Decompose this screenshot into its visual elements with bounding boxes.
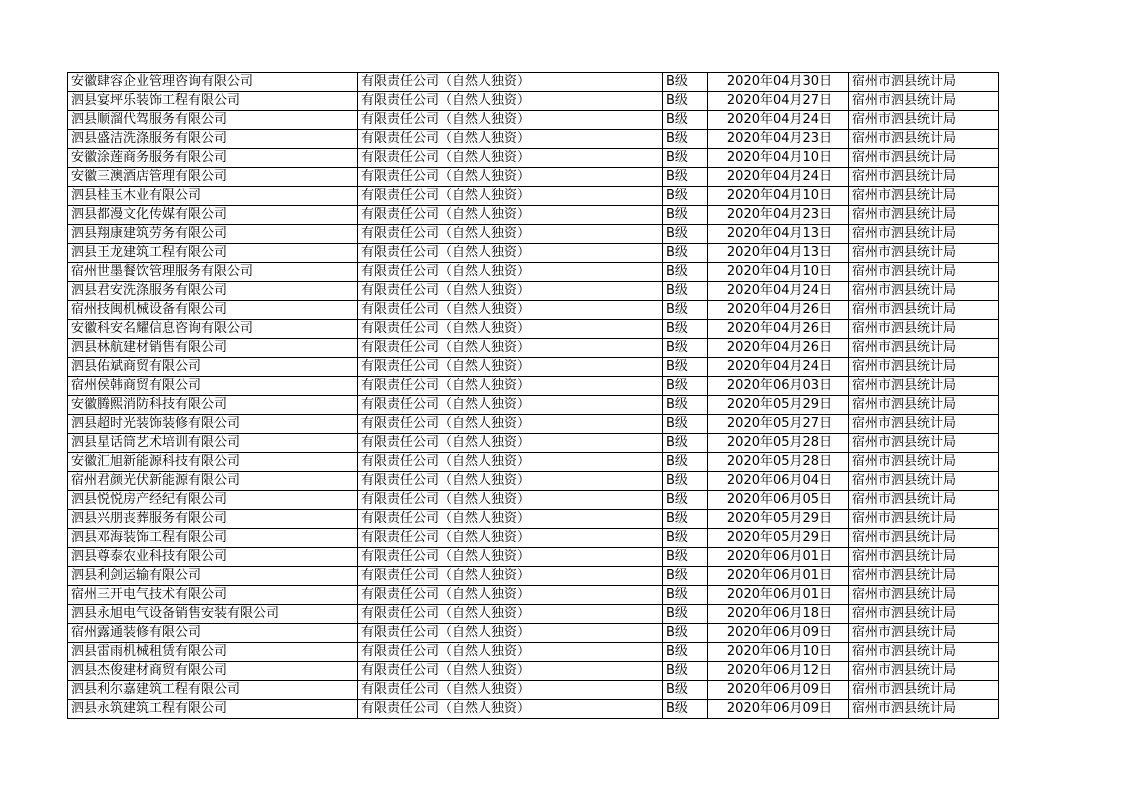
company-name-cell: 泗县都漫文化传媒有限公司 bbox=[68, 206, 358, 225]
company-name-cell: 宿州技闽机械设备有限公司 bbox=[68, 301, 358, 320]
company-name-cell: 泗县尊泰农业科技有限公司 bbox=[68, 548, 358, 567]
company-type-cell: 有限责任公司（自然人独资） bbox=[358, 510, 663, 529]
company-name-cell: 泗县王龙建筑工程有限公司 bbox=[68, 244, 358, 263]
rating-date-cell: 2020年06月12日 bbox=[708, 662, 849, 681]
credit-grade-cell: B级 bbox=[663, 339, 708, 358]
rating-date-cell: 2020年06月04日 bbox=[708, 472, 849, 491]
table-row bbox=[68, 301, 999, 320]
company-name-cell: 泗县邓海装饰工程有限公司 bbox=[68, 529, 358, 548]
rating-date-cell: 2020年06月10日 bbox=[708, 643, 849, 662]
credit-grade-cell: B级 bbox=[663, 206, 708, 225]
table-row bbox=[68, 149, 999, 168]
company-type-cell: 有限责任公司（自然人独资） bbox=[358, 586, 663, 605]
issuing-authority-cell: 宿州市泗县统计局 bbox=[849, 453, 999, 472]
credit-grade-cell: B级 bbox=[663, 130, 708, 149]
rating-date-cell: 2020年06月18日 bbox=[708, 605, 849, 624]
credit-grade-cell: B级 bbox=[663, 605, 708, 624]
credit-grade-cell: B级 bbox=[663, 111, 708, 130]
company-type-cell: 有限责任公司（自然人独资） bbox=[358, 301, 663, 320]
table-row bbox=[68, 453, 999, 472]
company-type-cell: 有限责任公司（自然人独资） bbox=[358, 434, 663, 453]
credit-grade-cell: B级 bbox=[663, 415, 708, 434]
rating-date-cell: 2020年04月23日 bbox=[708, 206, 849, 225]
credit-grade-cell: B级 bbox=[663, 643, 708, 662]
company-type-cell: 有限责任公司（自然人独资） bbox=[358, 187, 663, 206]
rating-date-cell: 2020年04月24日 bbox=[708, 282, 849, 301]
table-row bbox=[68, 643, 999, 662]
credit-grade-cell: B级 bbox=[663, 396, 708, 415]
company-type-cell: 有限责任公司（自然人独资） bbox=[358, 681, 663, 700]
credit-grade-cell: B级 bbox=[663, 548, 708, 567]
company-name-cell: 宿州侯韩商贸有限公司 bbox=[68, 377, 358, 396]
credit-grade-cell: B级 bbox=[663, 700, 708, 719]
issuing-authority-cell: 宿州市泗县统计局 bbox=[849, 130, 999, 149]
credit-grade-cell: B级 bbox=[663, 624, 708, 643]
table-row bbox=[68, 282, 999, 301]
company-name-cell: 泗县雷雨机械租赁有限公司 bbox=[68, 643, 358, 662]
rating-date-cell: 2020年04月30日 bbox=[708, 73, 849, 92]
table-row bbox=[68, 339, 999, 358]
issuing-authority-cell: 宿州市泗县统计局 bbox=[849, 586, 999, 605]
company-name-cell: 泗县君安洗涤服务有限公司 bbox=[68, 282, 358, 301]
rating-date-cell: 2020年04月13日 bbox=[708, 225, 849, 244]
rating-date-cell: 2020年05月29日 bbox=[708, 510, 849, 529]
issuing-authority-cell: 宿州市泗县统计局 bbox=[849, 681, 999, 700]
issuing-authority-cell: 宿州市泗县统计局 bbox=[849, 548, 999, 567]
credit-grade-cell: B级 bbox=[663, 681, 708, 700]
company-type-cell: 有限责任公司（自然人独资） bbox=[358, 244, 663, 263]
issuing-authority-cell: 宿州市泗县统计局 bbox=[849, 244, 999, 263]
table-row bbox=[68, 700, 999, 719]
table-row bbox=[68, 111, 999, 130]
rating-date-cell: 2020年04月24日 bbox=[708, 168, 849, 187]
table-row bbox=[68, 187, 999, 206]
company-name-cell: 泗县永旭电气设备销售安装有限公司 bbox=[68, 605, 358, 624]
credit-grade-cell: B级 bbox=[663, 320, 708, 339]
table-row bbox=[68, 130, 999, 149]
issuing-authority-cell: 宿州市泗县统计局 bbox=[849, 415, 999, 434]
table-row bbox=[68, 73, 999, 92]
credit-grade-cell: B级 bbox=[663, 244, 708, 263]
table-row bbox=[68, 529, 999, 548]
company-type-cell: 有限责任公司（自然人独资） bbox=[358, 377, 663, 396]
table-row bbox=[68, 605, 999, 624]
company-type-cell: 有限责任公司（自然人独资） bbox=[358, 111, 663, 130]
rating-date-cell: 2020年06月03日 bbox=[708, 377, 849, 396]
rating-date-cell: 2020年04月26日 bbox=[708, 301, 849, 320]
company-name-cell: 泗县宴坪乐装饰工程有限公司 bbox=[68, 92, 358, 111]
issuing-authority-cell: 宿州市泗县统计局 bbox=[849, 396, 999, 415]
rating-date-cell: 2020年04月10日 bbox=[708, 263, 849, 282]
issuing-authority-cell: 宿州市泗县统计局 bbox=[849, 662, 999, 681]
credit-grade-cell: B级 bbox=[663, 149, 708, 168]
rating-date-cell: 2020年05月27日 bbox=[708, 415, 849, 434]
table-row bbox=[68, 662, 999, 681]
table-row bbox=[68, 624, 999, 643]
issuing-authority-cell: 宿州市泗县统计局 bbox=[849, 263, 999, 282]
company-type-cell: 有限责任公司（自然人独资） bbox=[358, 130, 663, 149]
company-name-cell: 泗县翔康建筑劳务有限公司 bbox=[68, 225, 358, 244]
company-name-cell: 泗县兴朋丧葬服务有限公司 bbox=[68, 510, 358, 529]
table-row bbox=[68, 681, 999, 700]
table-row bbox=[68, 567, 999, 586]
company-name-cell: 泗县盛洁洗涤服务有限公司 bbox=[68, 130, 358, 149]
company-name-cell: 安徽科安名耀信息咨询有限公司 bbox=[68, 320, 358, 339]
issuing-authority-cell: 宿州市泗县统计局 bbox=[849, 206, 999, 225]
company-type-cell: 有限责任公司（自然人独资） bbox=[358, 396, 663, 415]
company-name-cell: 宿州世墨餐饮管理服务有限公司 bbox=[68, 263, 358, 282]
company-type-cell: 有限责任公司（自然人独资） bbox=[358, 529, 663, 548]
table-row bbox=[68, 586, 999, 605]
issuing-authority-cell: 宿州市泗县统计局 bbox=[849, 92, 999, 111]
rating-date-cell: 2020年06月01日 bbox=[708, 567, 849, 586]
issuing-authority-cell: 宿州市泗县统计局 bbox=[849, 168, 999, 187]
credit-grade-cell: B级 bbox=[663, 453, 708, 472]
issuing-authority-cell: 宿州市泗县统计局 bbox=[849, 73, 999, 92]
company-name-cell: 宿州露通装修有限公司 bbox=[68, 624, 358, 643]
issuing-authority-cell: 宿州市泗县统计局 bbox=[849, 567, 999, 586]
company-type-cell: 有限责任公司（自然人独资） bbox=[358, 415, 663, 434]
table-row bbox=[68, 92, 999, 111]
table-row bbox=[68, 206, 999, 225]
table-row bbox=[68, 434, 999, 453]
issuing-authority-cell: 宿州市泗县统计局 bbox=[849, 358, 999, 377]
company-type-cell: 有限责任公司（自然人独资） bbox=[358, 339, 663, 358]
issuing-authority-cell: 宿州市泗县统计局 bbox=[849, 472, 999, 491]
company-type-cell: 有限责任公司（自然人独资） bbox=[358, 92, 663, 111]
issuing-authority-cell: 宿州市泗县统计局 bbox=[849, 225, 999, 244]
company-name-cell: 宿州三开电气技术有限公司 bbox=[68, 586, 358, 605]
issuing-authority-cell: 宿州市泗县统计局 bbox=[849, 282, 999, 301]
credit-grade-cell: B级 bbox=[663, 529, 708, 548]
credit-grade-cell: B级 bbox=[663, 263, 708, 282]
credit-grade-cell: B级 bbox=[663, 510, 708, 529]
issuing-authority-cell: 宿州市泗县统计局 bbox=[849, 529, 999, 548]
company-name-cell: 安徽肆容企业管理咨询有限公司 bbox=[68, 73, 358, 92]
company-type-cell: 有限责任公司（自然人独资） bbox=[358, 263, 663, 282]
company-type-cell: 有限责任公司（自然人独资） bbox=[358, 206, 663, 225]
table-row bbox=[68, 263, 999, 282]
company-type-cell: 有限责任公司（自然人独资） bbox=[358, 358, 663, 377]
issuing-authority-cell: 宿州市泗县统计局 bbox=[849, 187, 999, 206]
table-row bbox=[68, 377, 999, 396]
credit-grade-cell: B级 bbox=[663, 73, 708, 92]
rating-date-cell: 2020年05月29日 bbox=[708, 396, 849, 415]
company-type-cell: 有限责任公司（自然人独资） bbox=[358, 567, 663, 586]
issuing-authority-cell: 宿州市泗县统计局 bbox=[849, 624, 999, 643]
company-name-cell: 泗县星话筒艺术培训有限公司 bbox=[68, 434, 358, 453]
company-name-cell: 安徽三澳酒店管理有限公司 bbox=[68, 168, 358, 187]
rating-date-cell: 2020年05月29日 bbox=[708, 529, 849, 548]
issuing-authority-cell: 宿州市泗县统计局 bbox=[849, 111, 999, 130]
company-type-cell: 有限责任公司（自然人独资） bbox=[358, 168, 663, 187]
issuing-authority-cell: 宿州市泗县统计局 bbox=[849, 605, 999, 624]
company-name-cell: 泗县杰俊建材商贸有限公司 bbox=[68, 662, 358, 681]
company-name-cell: 宿州君颜光伏新能源有限公司 bbox=[68, 472, 358, 491]
issuing-authority-cell: 宿州市泗县统计局 bbox=[849, 434, 999, 453]
table-row bbox=[68, 415, 999, 434]
credit-grade-cell: B级 bbox=[663, 586, 708, 605]
rating-date-cell: 2020年04月26日 bbox=[708, 320, 849, 339]
company-name-cell: 安徽腾熙消防科技有限公司 bbox=[68, 396, 358, 415]
company-type-cell: 有限责任公司（自然人独资） bbox=[358, 662, 663, 681]
issuing-authority-cell: 宿州市泗县统计局 bbox=[849, 301, 999, 320]
credit-grade-cell: B级 bbox=[663, 377, 708, 396]
rating-date-cell: 2020年04月23日 bbox=[708, 130, 849, 149]
company-type-cell: 有限责任公司（自然人独资） bbox=[358, 282, 663, 301]
rating-date-cell: 2020年04月24日 bbox=[708, 358, 849, 377]
credit-grade-cell: B级 bbox=[663, 662, 708, 681]
company-type-cell: 有限责任公司（自然人独资） bbox=[358, 320, 663, 339]
table-row bbox=[68, 396, 999, 415]
credit-grade-cell: B级 bbox=[663, 491, 708, 510]
company-type-cell: 有限责任公司（自然人独资） bbox=[358, 149, 663, 168]
company-name-cell: 安徽涂莲商务服务有限公司 bbox=[68, 149, 358, 168]
company-type-cell: 有限责任公司（自然人独资） bbox=[358, 624, 663, 643]
table-row bbox=[68, 510, 999, 529]
credit-rating-table bbox=[67, 72, 999, 719]
issuing-authority-cell: 宿州市泗县统计局 bbox=[849, 339, 999, 358]
rating-date-cell: 2020年04月24日 bbox=[708, 111, 849, 130]
credit-grade-cell: B级 bbox=[663, 92, 708, 111]
credit-grade-cell: B级 bbox=[663, 472, 708, 491]
issuing-authority-cell: 宿州市泗县统计局 bbox=[849, 320, 999, 339]
company-name-cell: 泗县林航建材销售有限公司 bbox=[68, 339, 358, 358]
credit-grade-cell: B级 bbox=[663, 301, 708, 320]
company-name-cell: 泗县超时光装饰装修有限公司 bbox=[68, 415, 358, 434]
company-type-cell: 有限责任公司（自然人独资） bbox=[358, 643, 663, 662]
issuing-authority-cell: 宿州市泗县统计局 bbox=[849, 643, 999, 662]
rating-date-cell: 2020年06月01日 bbox=[708, 586, 849, 605]
company-name-cell: 泗县永筑建筑工程有限公司 bbox=[68, 700, 358, 719]
credit-grade-cell: B级 bbox=[663, 187, 708, 206]
company-name-cell: 泗县悦悦房产经纪有限公司 bbox=[68, 491, 358, 510]
rating-date-cell: 2020年06月05日 bbox=[708, 491, 849, 510]
table-row bbox=[68, 358, 999, 377]
company-type-cell: 有限责任公司（自然人独资） bbox=[358, 472, 663, 491]
rating-date-cell: 2020年04月10日 bbox=[708, 149, 849, 168]
company-name-cell: 泗县桂玉木业有限公司 bbox=[68, 187, 358, 206]
table-row bbox=[68, 491, 999, 510]
rating-date-cell: 2020年05月28日 bbox=[708, 453, 849, 472]
rating-date-cell: 2020年05月28日 bbox=[708, 434, 849, 453]
table-body bbox=[68, 73, 999, 719]
company-name-cell: 泗县顺溜代驾服务有限公司 bbox=[68, 111, 358, 130]
company-name-cell: 泗县佑斌商贸有限公司 bbox=[68, 358, 358, 377]
rating-date-cell: 2020年04月13日 bbox=[708, 244, 849, 263]
company-type-cell: 有限责任公司（自然人独资） bbox=[358, 225, 663, 244]
credit-grade-cell: B级 bbox=[663, 358, 708, 377]
credit-grade-cell: B级 bbox=[663, 434, 708, 453]
rating-date-cell: 2020年06月09日 bbox=[708, 681, 849, 700]
table-row bbox=[68, 168, 999, 187]
rating-date-cell: 2020年06月01日 bbox=[708, 548, 849, 567]
company-type-cell: 有限责任公司（自然人独资） bbox=[358, 73, 663, 92]
issuing-authority-cell: 宿州市泗县统计局 bbox=[849, 149, 999, 168]
issuing-authority-cell: 宿州市泗县统计局 bbox=[849, 491, 999, 510]
rating-date-cell: 2020年06月09日 bbox=[708, 624, 849, 643]
company-type-cell: 有限责任公司（自然人独资） bbox=[358, 491, 663, 510]
credit-grade-cell: B级 bbox=[663, 282, 708, 301]
issuing-authority-cell: 宿州市泗县统计局 bbox=[849, 510, 999, 529]
rating-date-cell: 2020年04月26日 bbox=[708, 339, 849, 358]
credit-grade-cell: B级 bbox=[663, 225, 708, 244]
company-type-cell: 有限责任公司（自然人独资） bbox=[358, 548, 663, 567]
company-type-cell: 有限责任公司（自然人独资） bbox=[358, 453, 663, 472]
table-row bbox=[68, 225, 999, 244]
credit-grade-cell: B级 bbox=[663, 567, 708, 586]
company-name-cell: 泗县利剑运输有限公司 bbox=[68, 567, 358, 586]
company-type-cell: 有限责任公司（自然人独资） bbox=[358, 700, 663, 719]
rating-date-cell: 2020年06月09日 bbox=[708, 700, 849, 719]
issuing-authority-cell: 宿州市泗县统计局 bbox=[849, 700, 999, 719]
rating-date-cell: 2020年04月10日 bbox=[708, 187, 849, 206]
rating-date-cell: 2020年04月27日 bbox=[708, 92, 849, 111]
credit-grade-cell: B级 bbox=[663, 168, 708, 187]
table-row bbox=[68, 244, 999, 263]
company-name-cell: 泗县利尔嘉建筑工程有限公司 bbox=[68, 681, 358, 700]
company-type-cell: 有限责任公司（自然人独资） bbox=[358, 605, 663, 624]
table-row bbox=[68, 472, 999, 491]
company-name-cell: 安徽汇旭新能源科技有限公司 bbox=[68, 453, 358, 472]
table-row bbox=[68, 548, 999, 567]
table-row bbox=[68, 320, 999, 339]
issuing-authority-cell: 宿州市泗县统计局 bbox=[849, 377, 999, 396]
